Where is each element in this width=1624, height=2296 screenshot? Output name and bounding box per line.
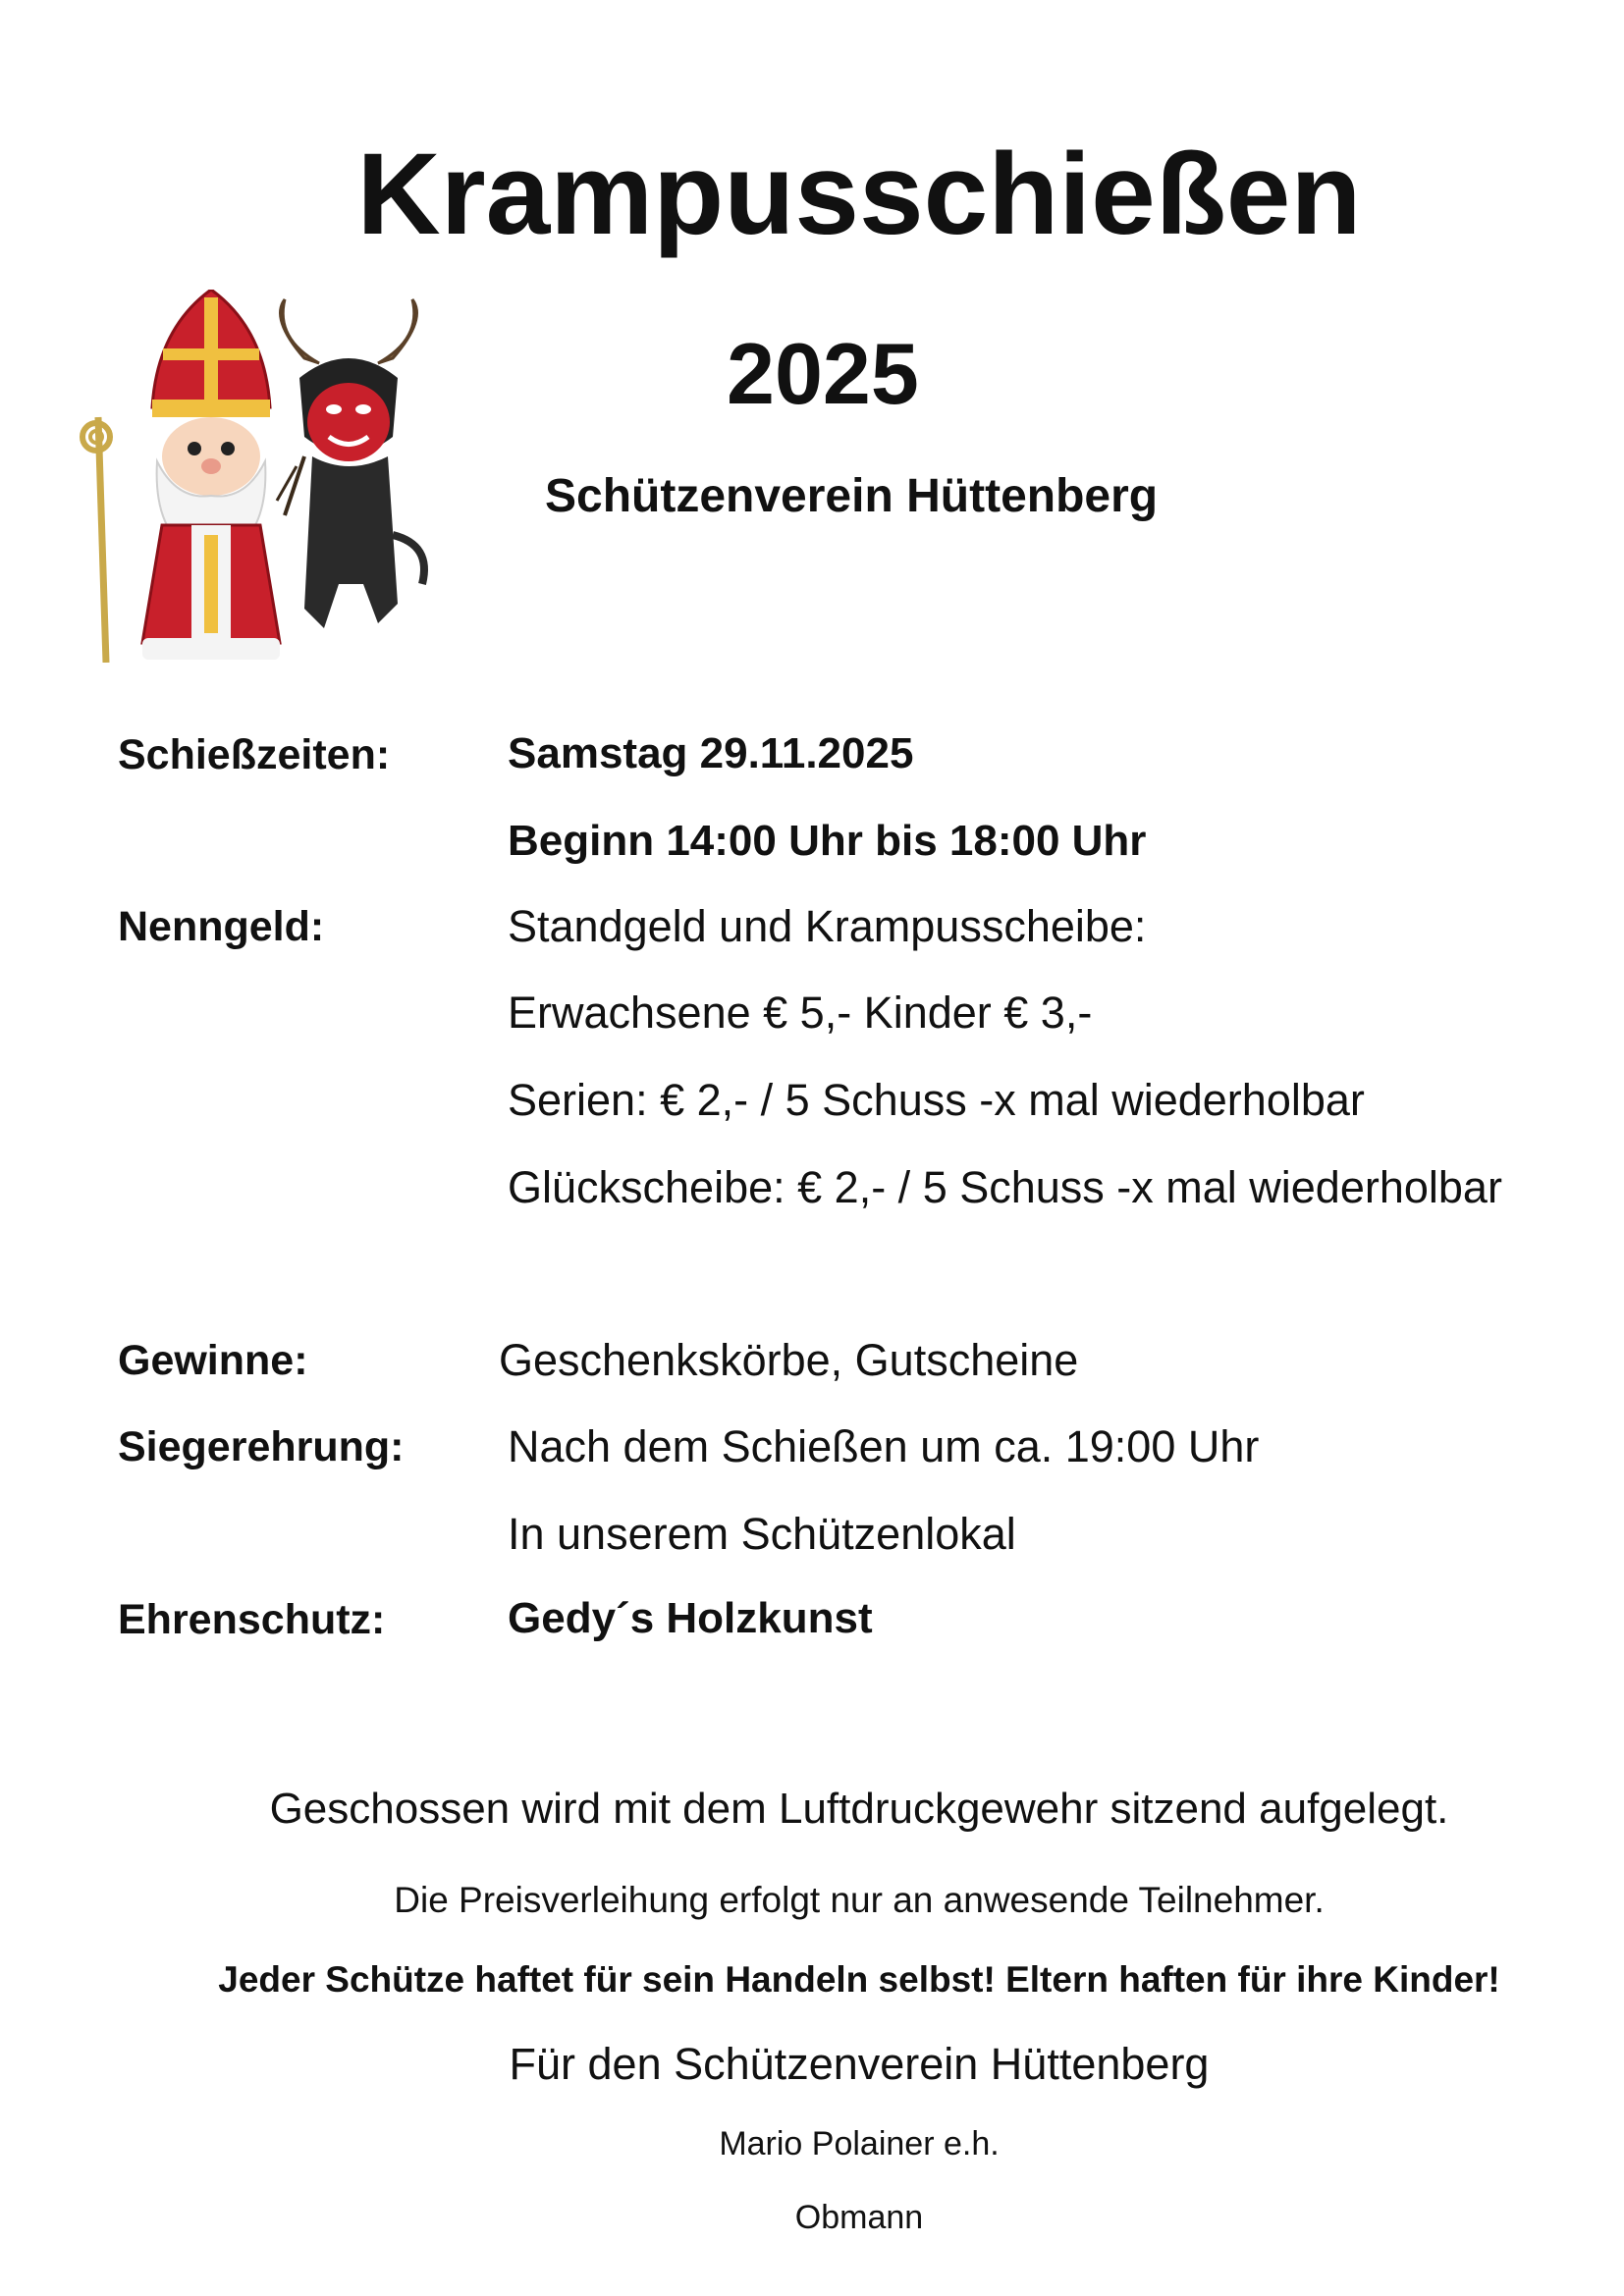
fee-line-1: Standgeld und Krampusscheibe: xyxy=(508,901,1147,951)
prizes-value: Geschenkskörbe, Gutscheine xyxy=(499,1335,1079,1385)
shooting-date: Samstag 29.11.2025 xyxy=(508,729,914,777)
event-year: 2025 xyxy=(727,325,919,422)
nikolaus-and-krampus-illustration xyxy=(69,290,442,663)
signer-role: Obmann xyxy=(794,2199,924,2236)
liability-note: Jeder Schütze haftet für sein Handeln selbst! Eltern haften für ihre Kinder! xyxy=(218,1959,1500,2000)
award-note: Die Preisverleihung erfolgt nur an anwesende Teilnehmer. xyxy=(394,1880,1325,1920)
signoff: Für den Schützenverein Hüttenberg xyxy=(509,2039,1210,2089)
mitre-icon xyxy=(152,290,270,417)
fee-line-4: Glückscheibe: € 2,- / 5 Schuss -x mal wiederholbar xyxy=(508,1162,1502,1212)
fee-line-2: Erwachsene € 5,- Kinder € 3,- xyxy=(508,988,1093,1038)
shooting-time: Beginn 14:00 Uhr bis 18:00 Uhr xyxy=(508,817,1147,865)
rifle-note: Geschossen wird mit dem Luftdruckgewehr sitzend aufgelegt. xyxy=(269,1785,1449,1833)
page-title: Krampusschießen xyxy=(356,130,1362,259)
signer-name: Mario Polainer e.h. xyxy=(719,2125,1000,2163)
crozier-icon xyxy=(82,417,110,663)
ceremony-line-2: In unserem Schützenlokal xyxy=(508,1509,1016,1559)
club-name: Schützenverein Hüttenberg xyxy=(545,470,1159,522)
prizes-label: Gewinne: xyxy=(118,1337,308,1384)
patron-value: Gedy´s Holzkunst xyxy=(508,1594,873,1642)
shooting-times-label: Schießzeiten: xyxy=(118,731,391,778)
fee-label: Nenngeld: xyxy=(118,903,325,950)
krampus-icon xyxy=(277,299,424,628)
ceremony-line-1: Nach dem Schießen um ca. 19:00 Uhr xyxy=(508,1421,1260,1471)
ceremony-label: Siegerehrung: xyxy=(118,1423,405,1470)
patron-label: Ehrenschutz: xyxy=(118,1596,386,1643)
fee-line-3: Serien: € 2,- / 5 Schuss -x mal wiederholbar xyxy=(508,1075,1365,1125)
